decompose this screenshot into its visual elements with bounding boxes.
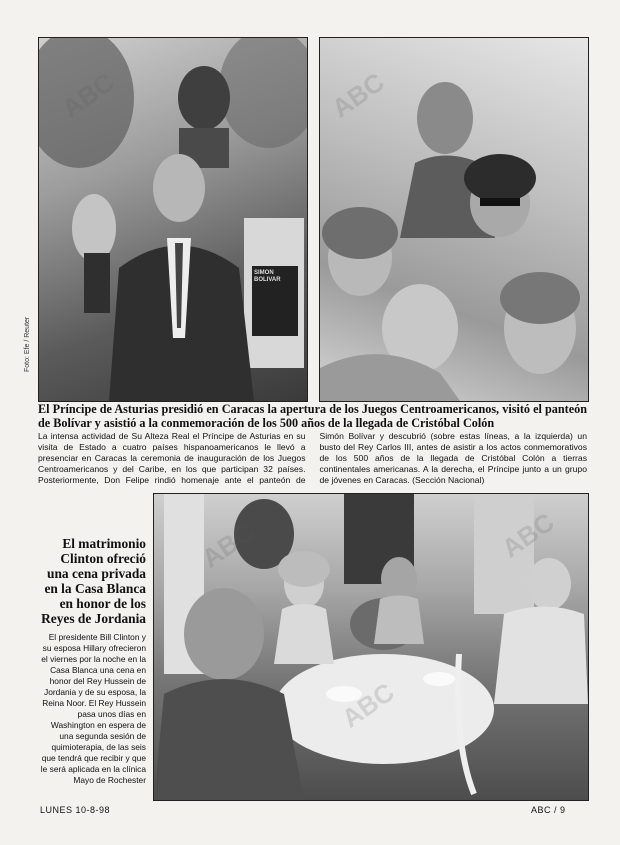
photo-prince-waving-illustration	[39, 38, 307, 401]
clinton-story-headline: El matrimonio Clinton ofreció una cena privada en la Casa Blanca en honor de los Reyes de Jordania	[41, 536, 146, 626]
photo-prince-with-youth-illustration	[320, 38, 588, 401]
photo-white-house-dinner-illustration	[154, 494, 588, 800]
footer-page-number: ABC / 9	[531, 805, 566, 815]
photo-white-house-dinner	[153, 493, 589, 801]
caption-body: La intensa actividad de Su Alteza Real el Príncipe de Asturias en su visita de Estado a cuatro países hispanoamericanos le llevó a presenciar en Caracas la ceremonia de inauguración de los Juegos Centroamericanos y del Caribe, en los que participan 32 países. Posteriormente, Don Felipe rindió homenaje ante el panteón de Simón Bolívar y descubrió (sobre estas líneas, a la izquierda) un busto del Rey Carlos III, antes de asistir a los actos conmemorativos de los 500 años de la llegada de Cristóbal Colón a tierras continentales americanas. A la derecha, el Príncipe junto a un grupo de jóvenes en Caracas. (Sección Nacional)	[38, 431, 587, 485]
clinton-story-body: El presidente Bill Clinton y su esposa Hillary ofrecieron el viernes por la noche en la Casa Blanca una cena en honor del Rey Hussein de Jordania y de su esposa, la Reina Noor. El Rey Hussein pasa unos días en Washington en espera de una segunda sesión de quimioterapia, de las seis que tendrá que recibir y que le será aplicada en la clínica Mayo de Rochester	[40, 632, 146, 785]
photo-prince-with-youth	[319, 37, 589, 402]
photo-prince-waving	[38, 37, 308, 402]
caption-headline: El Príncipe de Asturias presidió en Caracas la apertura de los Juegos Centroamericanos, visitó el panteón de Bolívar y asistió a la conmemoración de los 500 años de la llegada de Cristóbal Colón	[38, 402, 587, 430]
photo-plaque-text: SIMON BOLIVAR	[254, 270, 281, 283]
photo-credit: Foto: Efe / Reuter	[24, 316, 31, 372]
footer-date: LUNES 10-8-98	[40, 805, 111, 815]
